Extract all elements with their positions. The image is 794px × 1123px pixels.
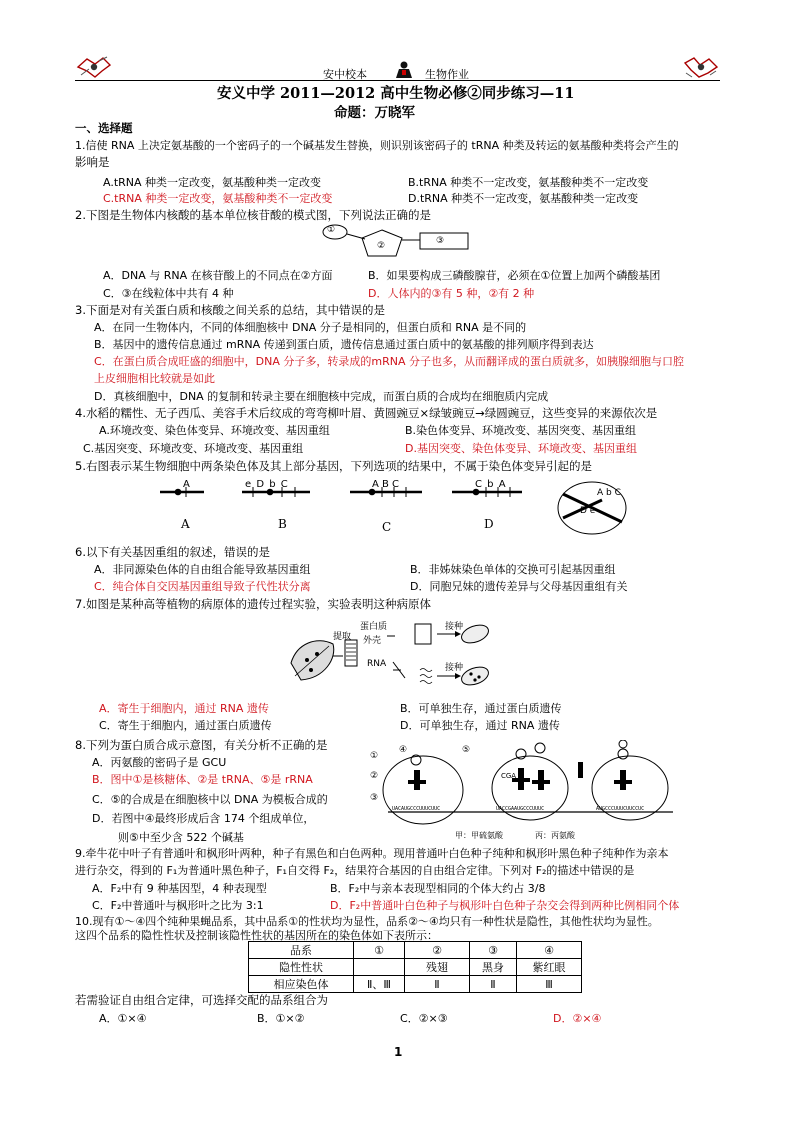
- q10-stem-2: 这四个品系的隐性性状及控制该隐性性状的基因所在的染色体如下表所示：: [75, 929, 438, 942]
- q1-stem-2: 影响是: [75, 155, 110, 169]
- table-cell: Ⅲ: [517, 976, 582, 993]
- q8-translation-figure: [368, 740, 678, 833]
- table-cell: ④: [517, 942, 582, 959]
- q8-fig-label-3: ③: [370, 793, 379, 803]
- q5-label-c: C: [382, 520, 392, 534]
- q2-fig-label-3: ③: [436, 236, 445, 246]
- q5-label-d: D: [484, 517, 494, 531]
- q7-fig-inoc-2: 接种: [445, 663, 464, 673]
- q8-fig-label-1: ①: [370, 751, 379, 761]
- q8-option-d-1: D．若图中④最终形成后含 174 个组成单位，: [92, 812, 315, 825]
- q5-label-b: B: [278, 517, 287, 531]
- q5-orig-genes: A b C: [597, 488, 621, 498]
- header-rule: [75, 80, 720, 81]
- q7-option-a: A．寄生于细胞内，通过 RNA 遗传: [99, 702, 269, 715]
- table-cell: 黑身: [470, 959, 517, 976]
- table-cell: Ⅱ: [405, 976, 470, 993]
- q4-option-c: C.基因突变、环境改变、环境改变、基因重组: [83, 442, 304, 455]
- q2-nucleotide-figure: [320, 222, 480, 265]
- q9-option-d: D．F₂中普通叶白色种子与枫形叶白色种子杂交会得到两种比例相同个体: [330, 899, 680, 912]
- q9-stem-1: 9.牵牛花中叶子有普通叶和枫形叶两种，种子有黑色和白色两种。现用普通叶白色种子纯种和枫形叶黑色种子纯种作为亲本: [75, 847, 669, 860]
- table-row: [249, 959, 582, 976]
- table-cell: 紫红眼: [517, 959, 582, 976]
- table-cell: [354, 959, 405, 976]
- q9-option-b: B．F₂中与亲本表现型相同的个体大约占 3/8: [330, 882, 546, 895]
- q10-strain-table: [248, 941, 582, 993]
- q6-stem: 6.以下有关基因重组的叙述，错误的是: [75, 545, 270, 559]
- q9-option-c: C．F₂中普通叶与枫形叶之比为 3:1: [92, 899, 264, 912]
- q7-fig-protein: 蛋白质: [360, 622, 388, 632]
- q7-option-b: B．可单独生存，通过蛋白质遗传: [400, 702, 562, 715]
- q1-option-b: B.tRNA 种类不一定改变，氨基酸种类不一定改变: [408, 176, 649, 189]
- q10-option-c: C．②×③: [400, 1012, 448, 1025]
- table-header-row: [249, 942, 582, 959]
- q1-option-a: A.tRNA 种类一定改变，氨基酸种类一定改变: [103, 176, 322, 189]
- table-cell: 隐性性状: [249, 959, 354, 976]
- header-left-logo: [75, 55, 113, 82]
- section-heading: 一、选择题: [75, 121, 133, 135]
- q2-stem: 2.下图是生物体内核酸的基本单位核苷酸的模式图，下列说法正确的是: [75, 208, 431, 222]
- q8-fig-label-2: ②: [370, 771, 379, 781]
- q1-stem-1: 1.信使 RNA 上决定氨基酸的一个密码子的一个碱基发生替换，则识别该密码子的 tRNA 种类及转运的氨基酸种类将会产生的: [75, 139, 679, 152]
- q7-option-c: C．寄生于细胞内，通过蛋白质遗传: [99, 719, 272, 732]
- q8-option-b: B．图中①是核糖体、②是 tRNA、⑤是 rRNA: [92, 773, 313, 786]
- table-cell: ②: [405, 942, 470, 959]
- page-number: 1: [394, 1045, 403, 1059]
- q10-option-a: A．①×④: [99, 1012, 147, 1025]
- q5-label-a: A: [181, 517, 190, 531]
- table-cell: Ⅱ: [470, 976, 517, 993]
- q6-option-c: C．纯合体自交因基因重组导致子代性状分离: [94, 580, 311, 593]
- q5-chrom-b-genes: e D b C: [245, 479, 289, 490]
- q2-fig-label-2: ②: [377, 241, 386, 251]
- q3-option-b: B．基因中的遗传信息通过 mRNA 传递到蛋白质，遗传信息通过蛋白质中的氨基酸的排列顺序得到表达: [94, 338, 594, 351]
- q8-option-a: A．丙氨酸的密码子是 GCU: [92, 756, 227, 769]
- svg-text:UACAUGCCCUUUCUUC: UACAUGCCCUUUCUUC: [392, 806, 441, 812]
- q10-option-b: B．①×②: [257, 1012, 305, 1025]
- q8-fig-label-4: ④: [399, 745, 408, 755]
- q4-option-a: A.环境改变、染色体变异、环境改变、基因重组: [99, 424, 330, 437]
- q7-fig-rna: RNA: [367, 659, 387, 669]
- table-cell: 残翅: [405, 959, 470, 976]
- q10-option-d: D．②×④: [553, 1012, 602, 1025]
- q3-option-c-2: 上皮细胞相比较就是如此: [94, 372, 215, 385]
- table-cell: ①: [354, 942, 405, 959]
- q2-fig-label-1: ①: [327, 225, 336, 235]
- table-cell: Ⅱ、Ⅲ: [354, 976, 405, 993]
- q3-option-a: A．在同一生物体内，不同的体细胞核中 DNA 分子是相同的，但蛋白质和 RNA 是不同的: [94, 321, 527, 334]
- q5-stem: 5.右图表示某生物细胞中两条染色体及其上部分基因，下列选项的结果中，不属于染色体变异引起的是: [75, 459, 592, 473]
- q5-chrom-d-genes: C b A: [475, 479, 507, 490]
- q9-option-a: A．F₂中有 9 种基因型，4 种表现型: [92, 882, 267, 895]
- q3-stem: 3.下面是对有关蛋白质和核酸之间关系的总结，其中错误的是: [75, 303, 385, 317]
- q4-option-d: D.基因突变、染色体变异、环境改变、基因重组: [405, 442, 637, 455]
- q7-stem: 7.如图是某种高等植物的病原体的遗传过程实验，实验表明这种病原体: [75, 597, 431, 611]
- q6-option-b: B．非姊妹染色单体的交换可引起基因重组: [410, 563, 616, 576]
- q10-after: 若需验证自由组合定律，可选择交配的品系组合为: [75, 993, 328, 1007]
- q6-option-a: A．非同源染色体的自由组合能导致基因重组: [94, 563, 311, 576]
- q7-fig-extract: 提取: [333, 632, 352, 642]
- q6-option-d: D．同胞兄妹的遗传差异与父母基因重组有关: [410, 580, 628, 593]
- table-row: [249, 976, 582, 993]
- table-cell: ③: [470, 942, 517, 959]
- q8-option-d-2: 则⑤中至少含 522 个碱基: [118, 831, 244, 844]
- header-right-logo: [682, 55, 720, 82]
- q7-fig-inoc-1: 接种: [445, 622, 464, 632]
- q8-fig-label-5: ⑤: [462, 745, 471, 755]
- q5-chrom-c-genes: A B C: [372, 479, 400, 490]
- header-left-text: 安中校本: [323, 68, 367, 81]
- q1-option-d: D.tRNA 种类不一定改变，氨基酸种类一定改变: [408, 192, 639, 205]
- q8-stem: 8.下列为蛋白质合成示意图，有关分析不正确的是: [75, 738, 328, 752]
- header-emblem-icon: [394, 60, 414, 81]
- svg-text:AUGCCCUUUCUUCCUC: AUGCCCUUUCUUCCUC: [596, 806, 645, 812]
- page-title: 安义中学 2011—2012 高中生物必修②同步练习—11: [217, 85, 575, 102]
- table-cell: 品系: [249, 942, 354, 959]
- q7-fig-shell: 外壳: [363, 636, 382, 646]
- q4-stem: 4.水稻的糯性、无子西瓜、美容手术后纹成的弯弯柳叶眉、黄圆豌豆×绿皱豌豆→绿圆豌豆，这些变异的来源依次是: [75, 406, 658, 420]
- q2-option-d: D．人体内的③有 5 种，②有 2 种: [368, 287, 535, 300]
- q8-fig-codon: CGA: [501, 772, 517, 780]
- table-cell: 相应染色体: [249, 976, 354, 993]
- q2-option-a: A．DNA 与 RNA 在核苷酸上的不同点在②方面: [103, 269, 333, 282]
- q5-orig-genes-2: D e: [580, 506, 596, 516]
- q8-option-c: C．⑤的合成是在细胞核中以 DNA 为模板合成的: [92, 793, 328, 806]
- q3-option-c-1: C．在蛋白质合成旺盛的细胞中，DNA 分子多，转录成的mRNA 分子也多，从而翻译成的蛋白质就多，如胰腺细胞与口腔: [94, 355, 685, 368]
- q4-option-b: B.染色体变异、环境改变、基因突变、基因重组: [405, 424, 637, 437]
- q10-stem-1: 10.现有①～④四个纯种果蝇品系，其中品系①的性状均为显性，品系②～④均只有一种性状是隐性，其他性状均为显性。: [75, 915, 659, 928]
- header-right-text: 生物作业: [425, 68, 469, 81]
- q1-option-c: C.tRNA 种类一定改变，氨基酸种类不一定改变: [103, 192, 333, 205]
- q2-option-b: B．如果要构成三磷酸腺苷，必须在①位置上加两个磷酸基团: [368, 269, 661, 282]
- q7-option-d: D．可单独生存，通过 RNA 遗传: [400, 719, 560, 732]
- q3-option-d: D．真核细胞中，DNA 的复制和转录主要在细胞核中完成，而蛋白质的合成均在细胞质内完成: [94, 390, 549, 403]
- q5-chrom-a-genes: A: [183, 479, 190, 490]
- svg-text:UACCGAAUGCCCUUUC: UACCGAAUGCCCUUUC: [496, 806, 545, 812]
- q8-fig-caption: 甲：甲硫氨酸 丙：丙氨酸: [455, 831, 575, 840]
- page-author: 命题：万晓军: [334, 105, 415, 121]
- q9-stem-2: 进行杂交，得到的 F₁为普通叶黑色种子，F₁自交得 F₂，结果符合基因的自由组合定律。下列对 F₂的描述中错误的是: [75, 864, 635, 877]
- q2-option-c: C．③在线粒体中共有 4 种: [103, 287, 234, 300]
